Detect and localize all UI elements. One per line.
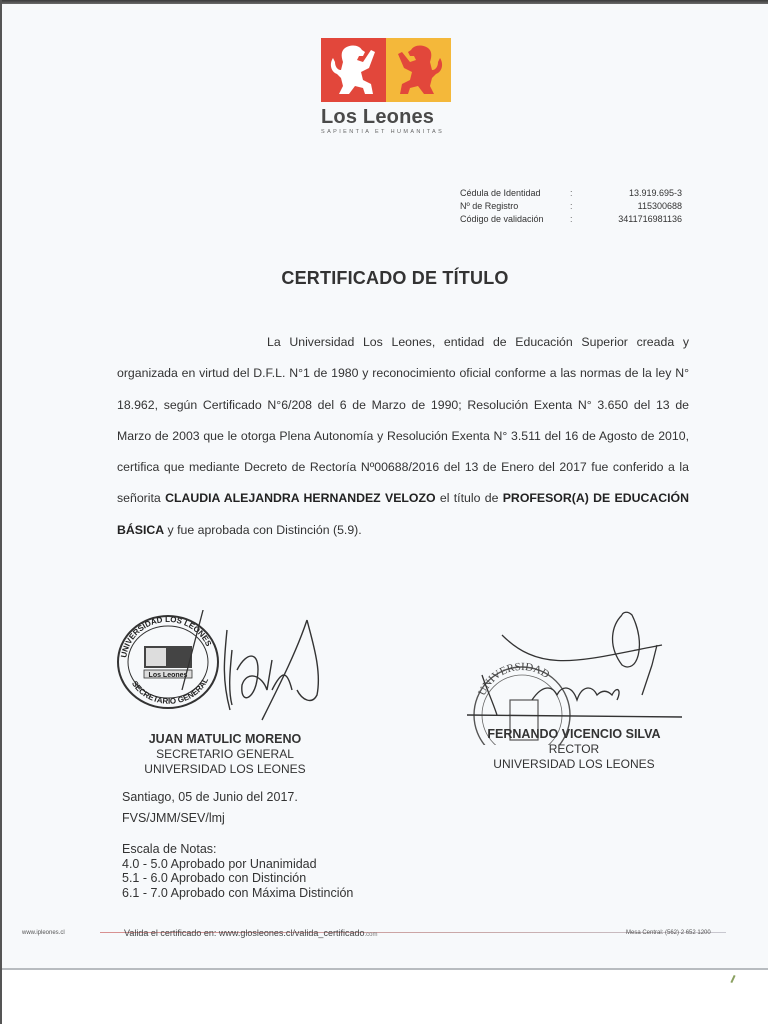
recipient-name: CLAUDIA ALEJANDRA HERNANDEZ VELOZO bbox=[165, 491, 436, 506]
body-text-end: y fue aprobada con Distinción (5.9). bbox=[164, 522, 362, 537]
signer-name: JUAN MATULIC MORENO bbox=[148, 732, 302, 746]
signer-name: FERNANDO VICENCIO SILVA bbox=[487, 727, 661, 741]
place-and-date: Santiago, 05 de Junio del 2017. bbox=[122, 790, 298, 804]
identification-block bbox=[460, 187, 682, 226]
signer-role: RECTOR bbox=[548, 742, 600, 756]
id-row-cedula bbox=[460, 187, 682, 200]
grading-scale-item: 4.0 - 5.0 Aprobado por Unanimidad bbox=[122, 856, 317, 871]
reference-initials: FVS/JMM/SEV/lmj bbox=[122, 811, 225, 825]
svg-text:UNIVERSIDAD LOS LEONES: UNIVERSIDAD LOS LEONES bbox=[119, 614, 214, 659]
footer-validation-link[interactable] bbox=[124, 928, 377, 938]
grading-scale bbox=[122, 842, 353, 900]
id-label: Nº de Registro bbox=[460, 201, 519, 211]
validation-text[interactable]: Valida el certificado en: www.glosleones.cl/valida_certificado bbox=[124, 928, 365, 938]
scanner-bed bbox=[2, 970, 768, 1024]
secretary-stamp-icon bbox=[112, 610, 352, 730]
lion-white-icon bbox=[327, 42, 381, 98]
body-text-intro: La Universidad Los Leones, entidad de Educación Superior creada y organizada en virtud del D.F.L. N°1 de 1980 y reconocimiento oficial conforme a las normas de la ley N° 18.962, según Certificado N°6/208 del 6 de Marzo de 1990; Resolución Exenta N° 3.650 del 13 de Marzo de 2003 que le otorga Plena Autonomía y Resolución Exenta N° 3.511 del 16 de Agosto de 2010, certifica que mediante Decreto de Rectoría Nº00688/2016 del 13 de Enero del 2017 fue conferido a la señorita bbox=[117, 335, 689, 506]
id-separator: : bbox=[570, 188, 573, 198]
id-value: 13.919.695-3 bbox=[628, 188, 682, 198]
signer-institution: UNIVERSIDAD LOS LEONES bbox=[493, 757, 655, 771]
signer-institution: UNIVERSIDAD LOS LEONES bbox=[144, 762, 306, 776]
logo-wordmark: Los Leones bbox=[321, 106, 435, 128]
signer-right bbox=[474, 726, 674, 772]
logo-red-panel bbox=[321, 38, 386, 102]
logo-yellow-panel bbox=[386, 38, 451, 102]
id-row-registro bbox=[460, 200, 682, 213]
degree-name: PROFESOR(A) DE EDUCACIÓN BÁSICA bbox=[117, 491, 689, 537]
signer-left bbox=[130, 731, 320, 777]
body-text-mid: el título de bbox=[435, 491, 503, 506]
svg-text:UNIVERSIDAD: UNIVERSIDAD bbox=[476, 660, 552, 698]
id-separator: : bbox=[570, 201, 573, 211]
signature-block-left bbox=[112, 610, 352, 730]
signer-role: SECRETARIO GENERAL bbox=[156, 747, 294, 761]
id-row-codigo bbox=[460, 213, 682, 226]
footer-ghost-text: .com bbox=[364, 932, 378, 938]
certificate-body bbox=[117, 327, 689, 546]
signature-block-right bbox=[462, 605, 702, 745]
id-value: 3411716981136 bbox=[618, 214, 682, 224]
logo-tagline: SAPIENTIA ET HUMANITAS bbox=[321, 129, 445, 135]
grading-scale-item: 6.1 - 7.0 Aprobado con Máxima Distinción bbox=[122, 885, 354, 900]
lion-red-icon bbox=[392, 42, 446, 98]
document-title: CERTIFICADO DE TÍTULO bbox=[281, 268, 509, 288]
id-label: Cédula de Identidad bbox=[460, 188, 541, 198]
footer-phone: Mesa Central: (562) 2 652 1200 bbox=[626, 930, 711, 936]
university-logo bbox=[321, 38, 451, 135]
id-value: 115300688 bbox=[637, 201, 682, 211]
id-label: Código de validación bbox=[460, 214, 544, 224]
svg-text:Los Leones: Los Leones bbox=[148, 672, 188, 679]
footer-website[interactable]: www.ipleones.cl bbox=[22, 930, 65, 936]
grading-scale-item: 5.1 - 6.0 Aprobado con Distinción bbox=[122, 871, 307, 885]
grading-scale-heading: Escala de Notas: bbox=[122, 842, 217, 856]
id-separator: : bbox=[570, 214, 573, 224]
svg-text:SECRETARIO GENERAL: SECRETARIO GENERAL bbox=[129, 676, 211, 706]
rector-stamp-icon bbox=[462, 605, 702, 745]
